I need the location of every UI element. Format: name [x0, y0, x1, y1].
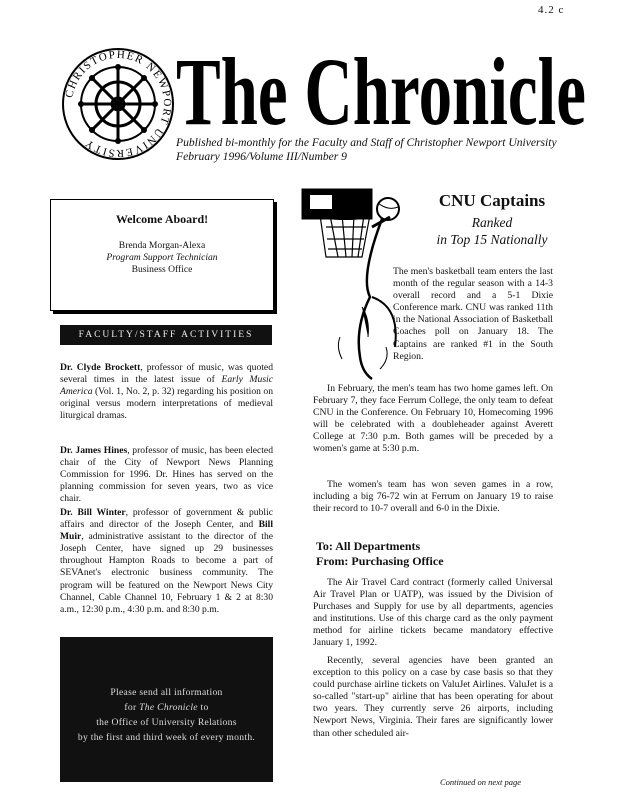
- ship-wheel-icon: [78, 64, 158, 144]
- masthead-title: [176, 38, 586, 136]
- activity-person-name: Dr. Bill Winter: [60, 507, 126, 518]
- basketball-article-paragraph: In February, the men's team has two home games left. On February 7, they face Ferrum College, the only team to defeat CNU in the Conference. On February 10, Homecoming 1996 will be celebrated with a doubleheader against Averett College at 7:30 p.m. Both games will be preceded by a women's game at 5:30 p.m.: [313, 383, 553, 455]
- university-seal-logo: [60, 46, 176, 162]
- activity-text: , professor of music, has been elected chair of the City of Newport News Planning Commission for 1996. Dr. Hines has served on the planning commission for seven years, two as vice chair.: [60, 445, 273, 505]
- memo-from: From: Purchasing Office: [316, 554, 444, 568]
- notice-publication-title: The Chronicle: [139, 702, 198, 713]
- basketball-article-intro: The men's basketball team enters the last month of the regular season with a 14-3 overall record and a 5-1 Dixie Conference mark. CNU was ranked 11th in the National Association of Basketball Coaches poll on January 18. The Captains are ranked #1 in the South Region.: [393, 266, 553, 362]
- captains-headline: CNU Captains: [438, 191, 546, 210]
- purchasing-memo-paragraph: The Air Travel Card contract (formerly called Universal Air Travel Plan or UATP), was issued by the Division of Purchases and Supply for use by all departments, agencies and institutions. Use of this charge card as the only payment method for airline tickets became mandatory effective January 1, 1992.: [313, 577, 553, 649]
- subheadline-line: Ranked: [471, 215, 513, 230]
- masthead-subtitle: [176, 136, 596, 164]
- welcome-title: Welcome Aboard!: [115, 212, 209, 226]
- publication-title: Early Music America: [60, 374, 273, 398]
- basketball-article-paragraph: The women's team has won seven games in a row, including a big 76-72 win at Ferrum on January 19 to raise their record to 10-7 overall and 6-0 in the Dixie.: [313, 479, 553, 515]
- subheadline-line: in Top 15 Nationally: [436, 232, 548, 247]
- purchasing-memo-header: [316, 539, 556, 569]
- masthead-title-text: The Chronicle: [176, 38, 586, 136]
- activity-item-hines: [60, 445, 273, 505]
- basketball-dunk-illustration: [300, 187, 408, 383]
- notice-line: the Office of University Relations: [96, 717, 237, 728]
- notice-line: [60, 700, 273, 715]
- activity-text: , administrative assistant to the director of the Joseph Center, have signed up 29 businesses throughout Hampton Roads to become a part of SEVAnet's electronic business community. The program will be featured on the Newport News City Channel, Cable Channel 10, February 1 & 2 at 8:30 a.m., 12:30 p.m., 4:30 p.m. and 8:30 p.m.: [60, 531, 273, 615]
- notice-line: by the first and third week of every month.: [77, 732, 256, 743]
- issue-date-volume: February 1996/Volume III/Number 9: [176, 150, 347, 163]
- welcome-office: Business Office: [131, 264, 193, 275]
- activity-text: , professor of music, was quoted several times in the latest issue of: [60, 362, 273, 386]
- activity-text: , professor of government & public affairs and director of the Joseph Center, and: [60, 507, 273, 531]
- activity-person-name: Dr. James Hines: [60, 445, 128, 456]
- welcome-box: [50, 199, 274, 311]
- activity-item-brockett: [60, 362, 273, 422]
- submission-notice-box: [60, 637, 273, 782]
- welcome-position: Program Support Technician: [106, 252, 218, 263]
- publication-description: Published bi-monthly for the Faculty and Staff of Christopher Newport University: [176, 136, 557, 149]
- handwritten-page-note: 4.2 c: [538, 4, 565, 16]
- activity-person-name: Bill Muir: [60, 519, 273, 543]
- continued-note: Continued on next page: [440, 777, 521, 787]
- captains-subheadline: [412, 214, 572, 248]
- activity-item-winter: [60, 507, 273, 616]
- memo-to: To: All Departments: [316, 539, 421, 553]
- activity-text: (Vol. 1, No. 2, p. 32) regarding his position on original versus modern interpretations of medieval liturgical dramas.: [60, 386, 273, 422]
- notice-line: Please send all information: [110, 687, 223, 698]
- welcome-name: Brenda Morgan-Alexa: [118, 240, 206, 251]
- activity-person-name: Dr. Clyde Brockett: [60, 362, 141, 373]
- purchasing-memo-paragraph: Recently, several agencies have been granted an exception to this policy on a case by case basis so that they could purchase airline tickets on ValuJet Airlines. ValuJet is a so-called "start-up" airline that has been operating for about two years. They currently serve 26 airports, including Newport News, Virginia. Their fares are significantly lower than other scheduled air-: [313, 655, 553, 739]
- notice-text: to: [197, 702, 209, 713]
- faculty-staff-activities-banner: FACULTY/STAFF ACTIVITIES: [60, 325, 272, 345]
- seal-text: CHRISTOPHER NEWPORT UNIVERSITY: [63, 48, 174, 160]
- notice-text: for: [124, 702, 140, 713]
